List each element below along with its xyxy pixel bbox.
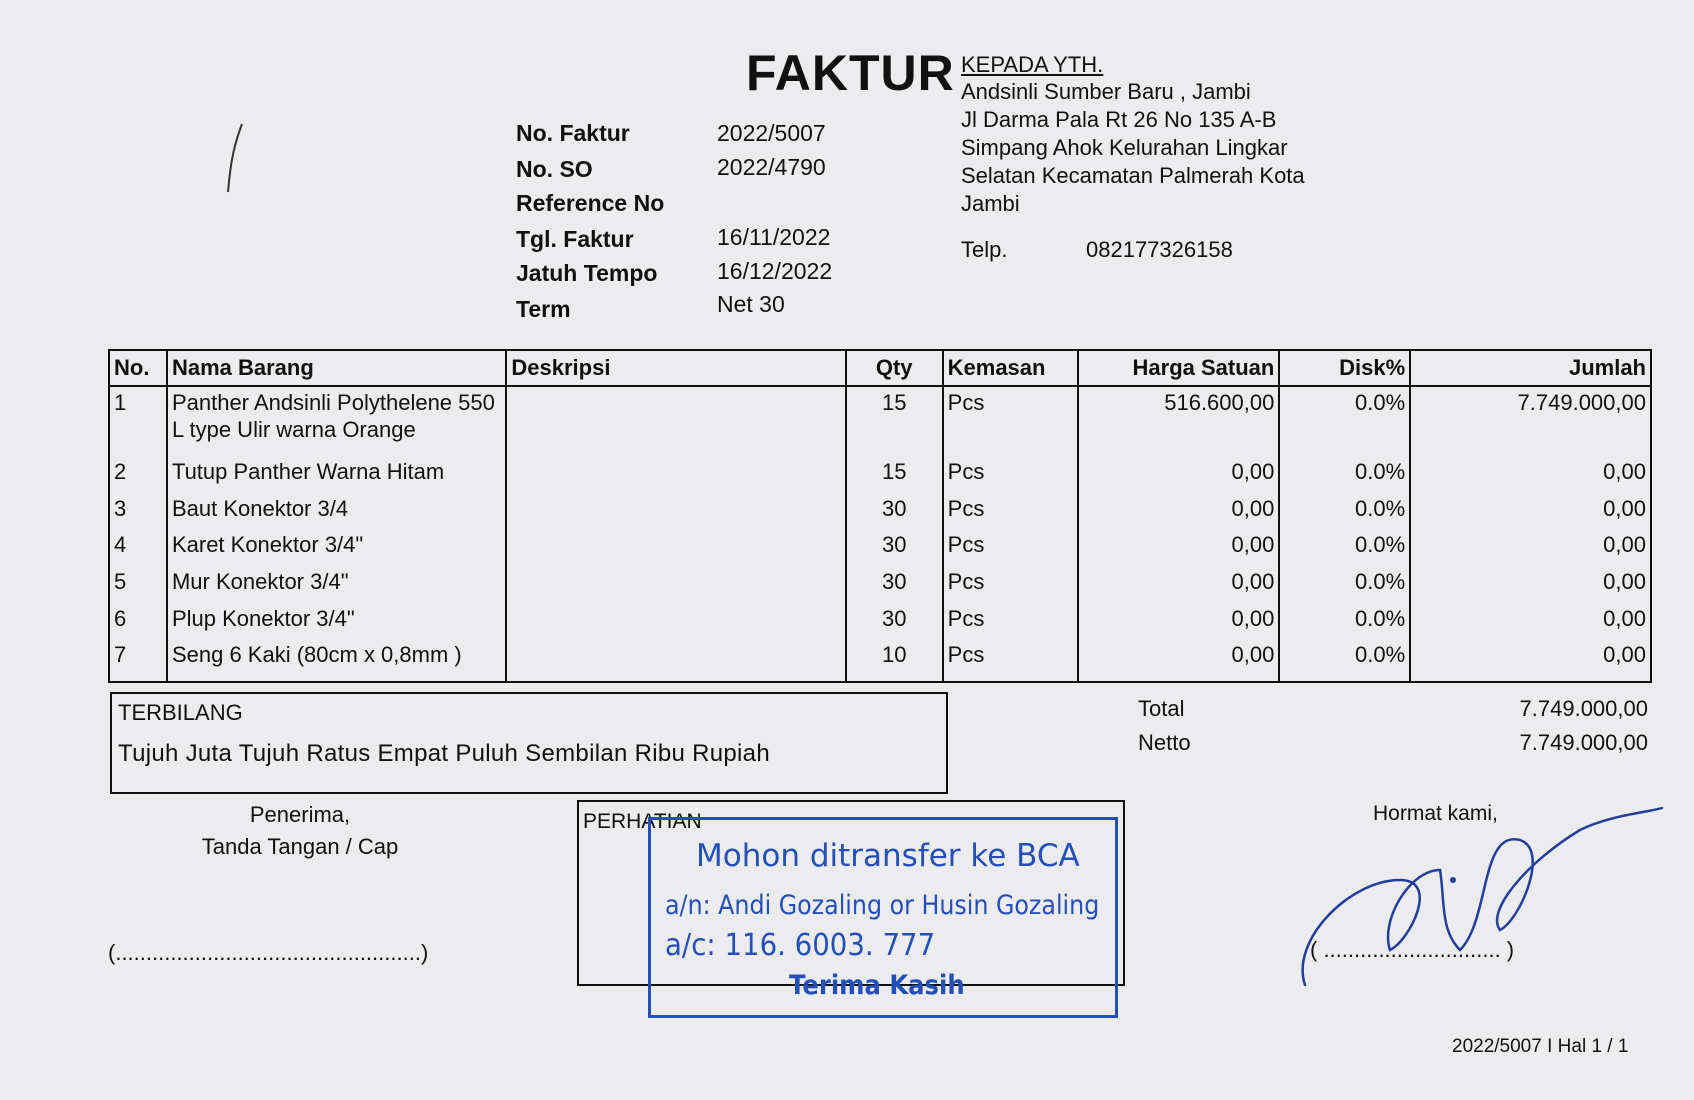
row-desc: [506, 566, 845, 603]
row-qty: 15: [846, 456, 943, 493]
column-header: Nama Barang: [167, 350, 506, 386]
total-label: Total: [1138, 696, 1185, 721]
row-unit: Pcs: [943, 639, 1078, 676]
row-disc: 0.0%: [1279, 456, 1410, 493]
meta-value: 2022/5007: [717, 120, 826, 146]
recipient-line: Jambi: [961, 191, 1020, 216]
column-header: Harga Satuan: [1078, 350, 1280, 386]
row-no: 6: [109, 603, 167, 640]
row-desc: [506, 529, 845, 566]
row-desc: [506, 456, 845, 493]
items-table: [108, 349, 1652, 683]
meta-value: Net 30: [717, 291, 785, 317]
row-desc: [506, 639, 845, 676]
terbilang-box: [110, 692, 948, 794]
row-name: Mur Konektor 3/4": [167, 566, 506, 603]
column-header: Jumlah: [1410, 350, 1651, 386]
meta-label: Reference No: [516, 190, 665, 216]
table-row: [109, 456, 1651, 493]
netto-label: Netto: [1138, 730, 1191, 755]
table-row: [109, 603, 1651, 640]
receiver-label: Penerima,: [249, 802, 351, 827]
row-desc: [506, 493, 845, 530]
meta-value: 16/11/2022: [717, 224, 831, 250]
meta-label: Term: [516, 296, 571, 322]
column-header: Disk%: [1279, 350, 1410, 386]
row-total: 0,00: [1410, 493, 1651, 530]
row-price: 0,00: [1078, 493, 1280, 530]
meta-label: No. Faktur: [516, 120, 630, 146]
table-header-row: [109, 350, 1651, 386]
column-header: No.: [109, 350, 167, 386]
sender-label: Hormat kami,: [1373, 802, 1498, 825]
row-unit: Pcs: [943, 529, 1078, 566]
document-title: FAKTUR: [746, 45, 955, 101]
receiver-sign-line: (..................................................): [108, 940, 429, 965]
stamp-line: Mohon ditransfer ke BCA: [696, 838, 1080, 874]
phone-label: Telp.: [961, 237, 1008, 262]
pen-mark: [220, 120, 250, 200]
row-disc: 0.0%: [1279, 603, 1410, 640]
meta-value: 16/12/2022: [717, 258, 833, 284]
recipient-line: Jl Darma Pala Rt 26 No 135 A-B: [961, 107, 1277, 132]
row-name: Karet Konektor 3/4": [167, 529, 506, 566]
receiver-sublabel: Tanda Tangan / Cap: [201, 834, 399, 859]
row-total: 0,00: [1410, 529, 1651, 566]
table-filler-row: [109, 676, 1651, 682]
table-row: [109, 566, 1651, 603]
recipient-line: Simpang Ahok Kelurahan Lingkar: [961, 135, 1288, 160]
phone-value: 082177326158: [1086, 237, 1233, 262]
invoice-meta: [516, 120, 876, 331]
column-header: Deskripsi: [506, 350, 845, 386]
row-disc: 0.0%: [1279, 529, 1410, 566]
table-row: [109, 493, 1651, 530]
row-qty: 30: [846, 493, 943, 530]
table-row: [109, 529, 1651, 566]
signature-scribble: [1290, 800, 1670, 1000]
row-price: 516.600,00: [1078, 386, 1280, 456]
row-name: Baut Konektor 3/4: [167, 493, 506, 530]
netto-value: 7.749.000,00: [1519, 730, 1648, 755]
meta-label: Jatuh Tempo: [516, 260, 658, 286]
column-header: Kemasan: [943, 350, 1078, 386]
total-value: 7.749.000,00: [1519, 696, 1648, 721]
row-no: 1: [109, 386, 167, 456]
row-name: Seng 6 Kaki (80cm x 0,8mm ): [167, 639, 506, 676]
meta-row: [516, 291, 876, 331]
row-qty: 30: [846, 566, 943, 603]
stamp-line: a/n: Andi Gozaling or Husin Gozaling: [665, 890, 1100, 921]
row-desc: [506, 603, 845, 640]
row-unit: Pcs: [943, 386, 1078, 456]
row-price: 0,00: [1078, 529, 1280, 566]
row-no: 2: [109, 456, 167, 493]
row-no: 3: [109, 493, 167, 530]
row-total: 0,00: [1410, 566, 1651, 603]
row-total: 0,00: [1410, 639, 1651, 676]
stamp-line: a/c: 116. 6003. 777: [665, 928, 936, 963]
row-total: 7.749.000,00: [1410, 386, 1651, 456]
row-total: 0,00: [1410, 456, 1651, 493]
perhatian-label: PERHATIAN: [583, 810, 702, 833]
row-price: 0,00: [1078, 456, 1280, 493]
meta-value: 2022/4790: [717, 154, 826, 180]
table-row: [109, 639, 1651, 676]
signature-dot: [1450, 877, 1456, 883]
row-unit: Pcs: [943, 603, 1078, 640]
row-qty: 30: [846, 603, 943, 640]
row-name: Plup Konektor 3/4": [167, 603, 506, 640]
row-disc: 0.0%: [1279, 639, 1410, 676]
meta-row: [516, 156, 876, 192]
terbilang-label: TERBILANG: [118, 700, 243, 725]
row-disc: 0.0%: [1279, 493, 1410, 530]
recipient-block: [961, 52, 1431, 218]
bank-transfer-stamp: [648, 817, 1118, 1018]
sender-sign-line: ( ............................. ): [1310, 937, 1515, 962]
row-price: 0,00: [1078, 639, 1280, 676]
row-unit: Pcs: [943, 566, 1078, 603]
row-disc: 0.0%: [1279, 566, 1410, 603]
row-name: Tutup Panther Warna Hitam: [167, 456, 506, 493]
meta-row: [516, 258, 876, 297]
row-unit: Pcs: [943, 456, 1078, 493]
row-name: Panther Andsinli Polythelene 550 L type Ulir warna Orange: [167, 386, 506, 456]
terbilang-text: Tujuh Juta Tujuh Ratus Empat Puluh Sembilan Ribu Rupiah: [118, 740, 770, 767]
row-qty: 30: [846, 529, 943, 566]
meta-label: No. SO: [516, 156, 593, 182]
pen-mark-stroke: [228, 124, 242, 192]
row-disc: 0.0%: [1279, 386, 1410, 456]
row-desc: [506, 386, 845, 456]
page-reference: 2022/5007 I Hal 1 / 1: [1452, 1036, 1629, 1057]
recipient-heading: KEPADA YTH.: [961, 52, 1104, 77]
row-no: 4: [109, 529, 167, 566]
row-qty: 15: [846, 386, 943, 456]
row-no: 5: [109, 566, 167, 603]
meta-row: [516, 192, 876, 228]
meta-label: Tgl. Faktur: [516, 226, 634, 252]
row-total: 0,00: [1410, 603, 1651, 640]
row-no: 7: [109, 639, 167, 676]
column-header: Qty: [846, 350, 943, 386]
meta-row: [516, 224, 876, 262]
row-qty: 10: [846, 639, 943, 676]
table-row: [109, 386, 1651, 456]
meta-row: [516, 120, 876, 156]
row-price: 0,00: [1078, 603, 1280, 640]
row-price: 0,00: [1078, 566, 1280, 603]
recipient-line: Selatan Kecamatan Palmerah Kota: [961, 163, 1305, 188]
recipient-line: Andsinli Sumber Baru , Jambi: [961, 79, 1251, 104]
row-unit: Pcs: [943, 493, 1078, 530]
stamp-line: Terima Kasih: [789, 970, 965, 1001]
